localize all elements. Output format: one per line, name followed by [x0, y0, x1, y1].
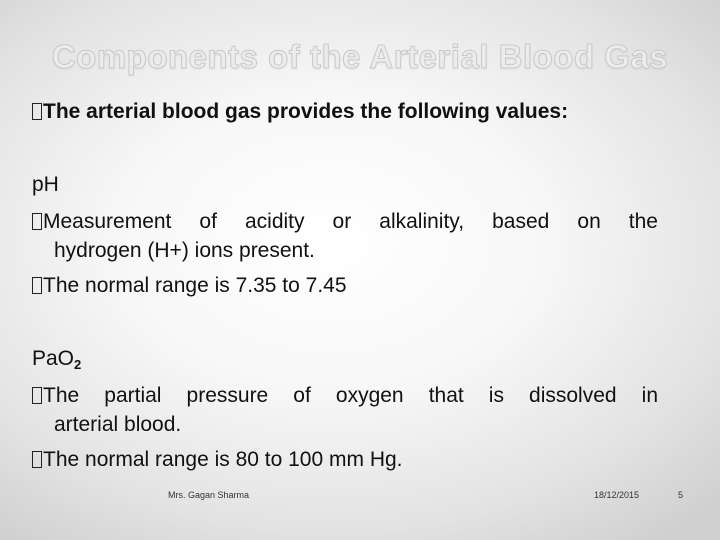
ph-bullet-1-continuation: hydrogen (H+) ions present.: [54, 239, 315, 262]
ph-bullet-1-first-line: [32, 207, 658, 236]
pao2-bullet-1-first-line: [32, 381, 658, 410]
bullet-icon: [32, 387, 42, 404]
ph-bullet-1-text: Measurement of acidity or alkalinity, based on the: [43, 210, 658, 233]
pao2-bullet-2: [32, 445, 658, 474]
pao2-bullet-1-text: The partial pressure of oxygen that is dissolved in: [43, 384, 658, 407]
slide-title: Components of the Arterial Blood Gas: [51, 38, 669, 75]
pao2-bullet-1: [32, 381, 658, 439]
bullet-icon: [32, 277, 42, 294]
bullet-icon: [32, 451, 42, 468]
ph-bullet-1: [32, 207, 658, 265]
footer-page-number: 5: [678, 490, 684, 500]
pao2-bullet-2-text: The normal range is 80 to 100 mm Hg.: [43, 448, 403, 471]
pao2-heading-main: PaO: [32, 347, 75, 370]
ph-bullet-2: [32, 271, 658, 300]
pao2-bullet-1-continuation: arterial blood.: [54, 413, 182, 436]
footer-author: Mrs. Gagan Sharma: [168, 490, 250, 500]
footer-date: 18/12/2015: [594, 490, 640, 500]
intro-text: The arterial blood gas provides the following values:: [43, 100, 569, 123]
bullet-icon: [32, 213, 42, 230]
section-heading-ph: pH: [32, 173, 59, 196]
ph-bullet-2-line: [32, 271, 658, 300]
pao2-heading-subscript: 2: [74, 357, 82, 372]
section-heading-pao2: [32, 346, 81, 372]
ph-bullet-2-text: The normal range is 7.35 to 7.45: [43, 274, 347, 297]
bullet-icon: [32, 103, 42, 120]
intro-line: [32, 99, 568, 125]
pao2-bullet-2-line: [32, 445, 658, 474]
